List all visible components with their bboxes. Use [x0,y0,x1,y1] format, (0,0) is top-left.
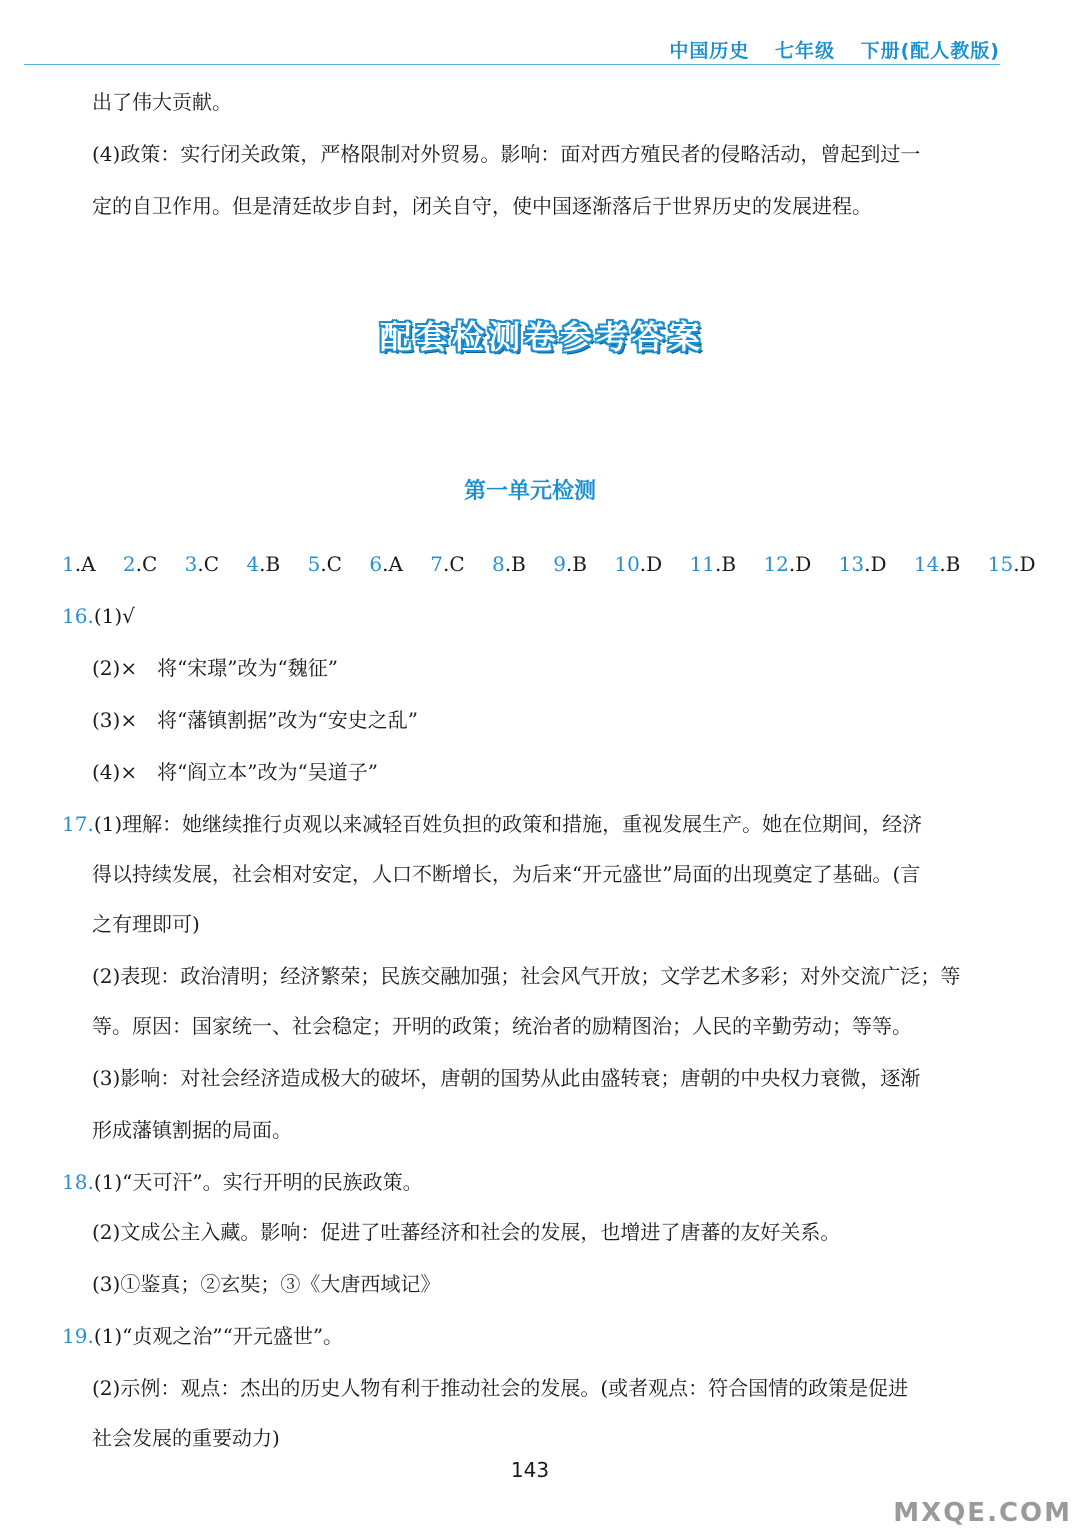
main-title: 配套检测卷参考答案 [379,318,704,356]
choice-item: 7.C [430,552,465,576]
text-line: (4)× 将“阎立本”改为“吴道子” [92,760,378,784]
choice-item: 5.C [307,552,342,576]
page-number: 143 [510,1458,550,1482]
choice-item: 15.D [987,552,1036,576]
text-line: (2)表现：政治清明；经济繁荣；民族交融加强；社会风气开放；文学艺术多彩；对外交流广泛；等 [92,964,961,988]
question-16: 16.(1)√ [62,604,135,628]
text-line: (2)× 将“宋璟”改为“魏征” [92,656,338,680]
choice-answers [62,550,1057,578]
choice-item: 6.A [369,552,403,576]
choice-item: 10.D [614,552,663,576]
header-rule [24,64,1000,65]
choice-item: 11.B [689,552,737,576]
section-title: 第一单元检测 [463,478,596,504]
text-line: (2)示例：观点：杰出的历史人物有利于推动社会的发展。(或者观点：符合国情的政策是促进 [92,1376,909,1400]
choice-item: 2.C [122,552,158,576]
choice-item: 9.B [553,552,587,576]
choice-item: 4.B [246,552,281,576]
header-volume: 下册(配人教版) [860,40,1000,62]
header-subject: 中国历史 [669,40,750,62]
choice-item: 1.A [62,552,96,576]
text-line: (3)①鉴真；②玄奘；③《大唐西域记》 [92,1272,441,1296]
text-line: (4)政策：实行闭关政策，严格限制对外贸易。影响：面对西方殖民者的侵略活动，曾起到过一 [92,142,921,166]
choice-item: 8.B [492,552,526,576]
text-line: (3)影响：对社会经济造成极大的破坏，唐朝的国势从此由盛转衰；唐朝的中央权力衰微，逐渐 [92,1066,921,1090]
text-line: 之有理即可) [92,912,200,936]
text-line: 社会发展的重要动力) [92,1426,280,1450]
text-line: 形成藩镇割据的局面。 [92,1118,292,1142]
text-line: 等。原因：国家统一、社会稳定；开明的政策；统治者的励精图治；人民的辛勤劳动；等等。 [92,1014,912,1038]
text-line: 得以持续发展，社会相对安定，人口不断增长，为后来“开元盛世”局面的出现奠定了基础。(言 [92,862,921,886]
watermark-logo: MXQE.COM [893,1498,1072,1528]
running-header [651,36,1000,63]
text-line: 出了伟大贡献。 [92,90,232,114]
question-18: 18.(1)“天可汗”。实行开明的民族政策。 [62,1170,423,1194]
text-line: (2)文成公主入藏。影响：促进了吐蕃经济和社会的发展，也增进了唐蕃的友好关系。 [92,1220,841,1244]
choice-item: 14.B [913,552,961,576]
choice-item: 3.C [184,552,220,576]
choice-item: 12.D [763,552,812,576]
header-grade: 七年级 [774,40,835,62]
question-17: 17.(1)理解：她继续推行贞观以来减轻百姓负担的政策和措施，重视发展生产。她在位期间，经济 [62,812,923,836]
text-line: 定的自卫作用。但是清廷故步自封，闭关自守，使中国逐渐落后于世界历史的发展进程。 [92,194,872,218]
choice-item: 13.D [838,552,887,576]
text-line: (3)× 将“藩镇割据”改为“安史之乱” [92,708,418,732]
question-19: 19.(1)“贞观之治”“开元盛世”。 [62,1324,344,1348]
